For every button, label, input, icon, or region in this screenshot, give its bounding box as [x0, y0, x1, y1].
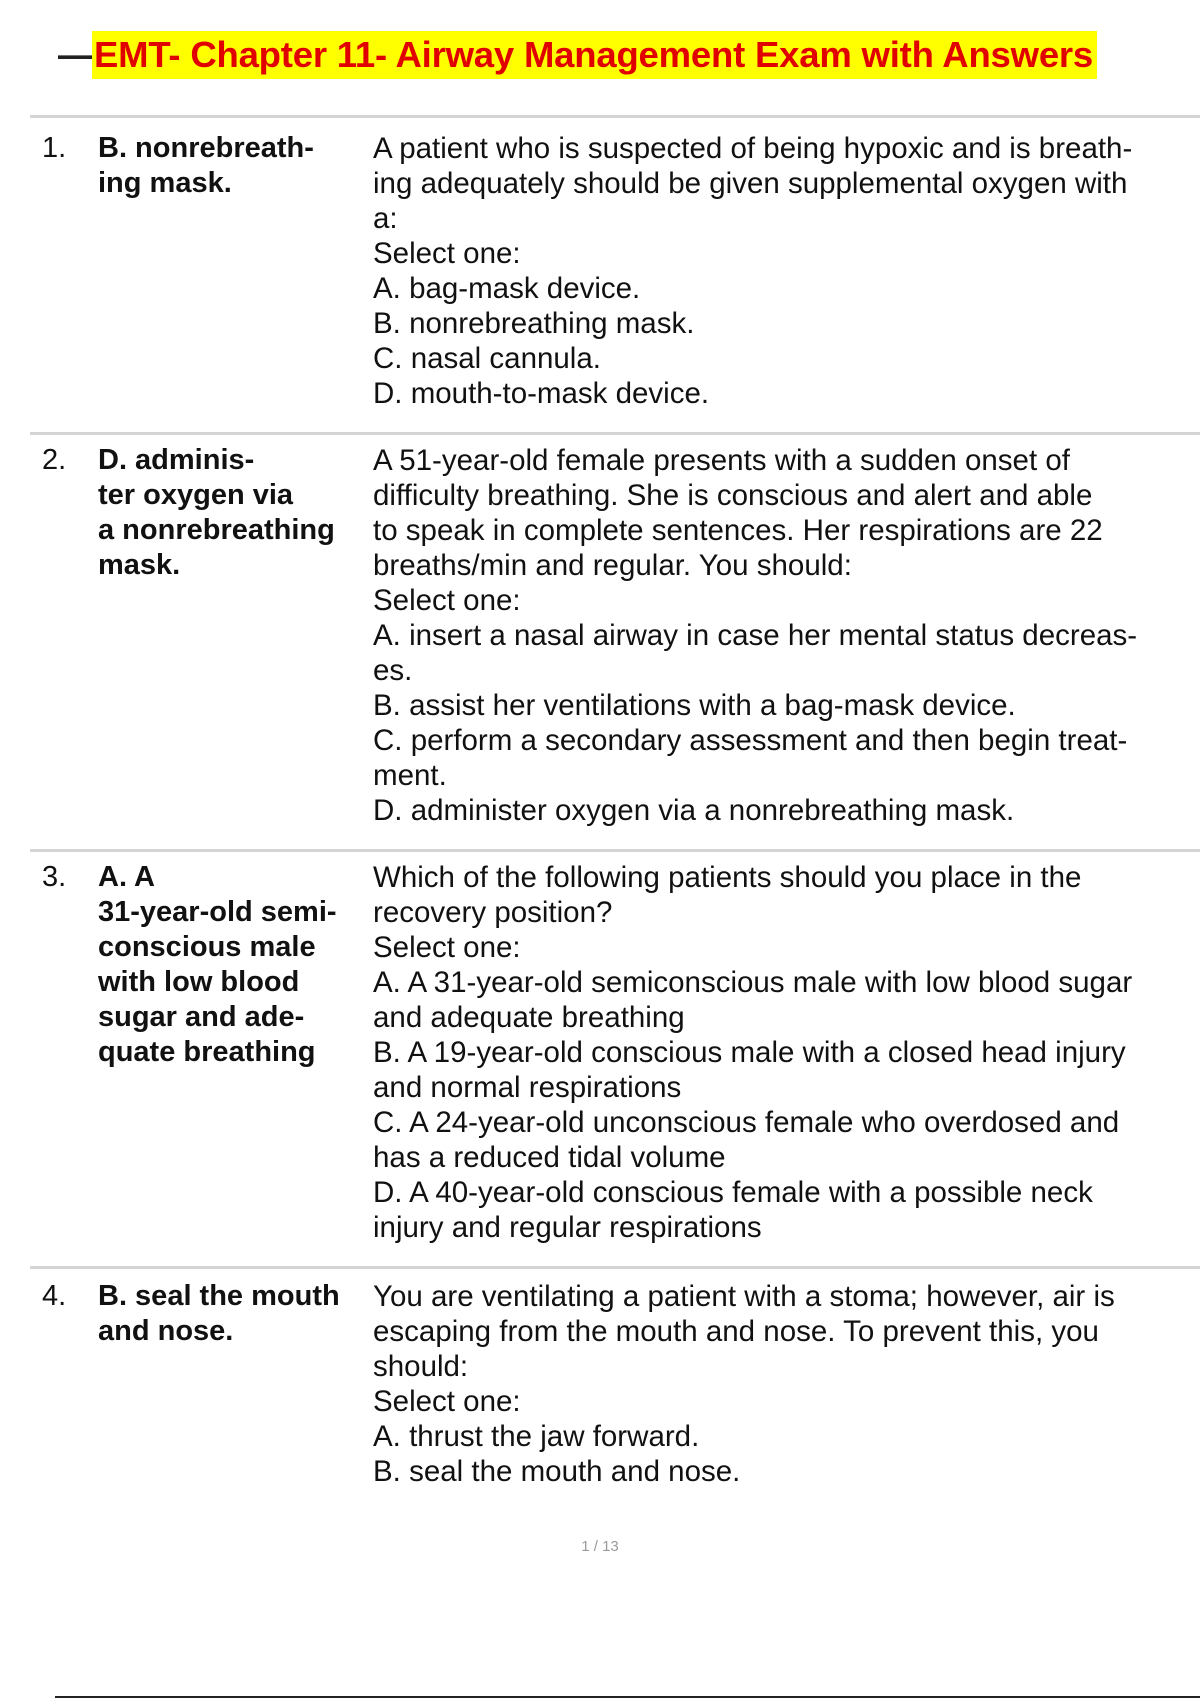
question-line: A. bag-mask device. [373, 272, 641, 305]
question-line: A. A 31-year-old semiconscious male with low blood sugar [373, 966, 1133, 999]
answer-text [98, 443, 368, 583]
question-line: B. A 19-year-old conscious male with a closed head injury [373, 1036, 1126, 1069]
question-line: Select one: [373, 584, 521, 617]
answer-line: with low blood [98, 966, 300, 998]
question-line: D. A 40-year-old conscious female with a possible neck [373, 1176, 1093, 1209]
document-title-row [58, 30, 1097, 80]
question-line: a: [373, 202, 398, 235]
question-number: 1. [42, 132, 67, 164]
answer-line: sugar and ade- [98, 1001, 305, 1033]
document-title: EMT- Chapter 11- Airway Management Exam with Answers [92, 31, 1097, 79]
question-line: B. nonrebreathing mask. [373, 307, 695, 340]
qa-list [30, 115, 1200, 1503]
question-line: A. insert a nasal airway in case her mental status decreas- [373, 619, 1138, 652]
question-line: Select one: [373, 1385, 521, 1418]
question-line: B. seal the mouth and nose. [373, 1455, 741, 1488]
question-line: to speak in complete sentences. Her respirations are 22 [373, 514, 1103, 547]
answer-line: conscious male [98, 931, 316, 963]
question-line: breaths/min and regular. You should: [373, 549, 852, 582]
question-line: A. thrust the jaw forward. [373, 1420, 700, 1453]
answer-line: a nonrebreathing [98, 514, 335, 546]
question-text [373, 131, 1200, 411]
question-line: ment. [373, 759, 447, 792]
question-line: escaping from the mouth and nose. To prevent this, you [373, 1315, 1099, 1348]
question-number: 4. [42, 1280, 67, 1312]
answer-line: and nose. [98, 1315, 234, 1347]
qa-item [30, 432, 1200, 849]
question-line: C. nasal cannula. [373, 342, 601, 375]
question-line: D. mouth-to-mask device. [373, 377, 710, 410]
question-line: B. assist her ventilations with a bag-mask device. [373, 689, 1016, 722]
question-line: Select one: [373, 931, 521, 964]
qa-item [30, 849, 1200, 1266]
answer-line: B. seal the mouth [98, 1280, 340, 1312]
question-line: es. [373, 654, 413, 687]
answer-line: ing mask. [98, 167, 232, 199]
question-number: 2. [42, 444, 67, 476]
question-text [373, 1279, 1200, 1489]
question-line: A 51-year-old female presents with a sudden onset of [373, 444, 1070, 477]
question-line: should: [373, 1350, 469, 1383]
question-line: You are ventilating a patient with a stoma; however, air is [373, 1280, 1115, 1313]
question-line: A patient who is suspected of being hypoxic and is breath- [373, 132, 1133, 165]
question-line: injury and regular respirations [373, 1211, 762, 1244]
question-line: has a reduced tidal volume [373, 1141, 726, 1174]
question-line: and adequate breathing [373, 1001, 685, 1034]
question-line: C. perform a secondary assessment and then begin treat- [373, 724, 1128, 757]
question-line: Which of the following patients should you place in the [373, 861, 1082, 894]
answer-line: mask. [98, 549, 181, 581]
question-line: ing adequately should be given supplemental oxygen with [373, 167, 1128, 200]
answer-line: ter oxygen via [98, 479, 294, 511]
question-line: and normal respirations [373, 1071, 682, 1104]
page-number: 1 / 13 [581, 1538, 619, 1555]
answer-text [98, 860, 368, 1070]
qa-item [30, 115, 1200, 432]
answer-text [98, 131, 368, 201]
question-text [373, 860, 1200, 1245]
question-number: 3. [42, 861, 67, 893]
answer-line: A. A [98, 861, 155, 893]
answer-line: D. adminis- [98, 444, 255, 476]
title-dash: — [58, 34, 92, 75]
qa-item [30, 1266, 1200, 1503]
question-text [373, 443, 1200, 828]
answer-line: 31-year-old semi- [98, 896, 337, 928]
answer-line: quate breathing [98, 1036, 316, 1068]
answer-line: B. nonrebreath- [98, 132, 314, 164]
question-line: difficulty breathing. She is conscious and alert and able [373, 479, 1093, 512]
bottom-rule [55, 1696, 1200, 1698]
question-line: Select one: [373, 237, 521, 270]
question-line: D. administer oxygen via a nonrebreathing mask. [373, 794, 1015, 827]
question-line: C. A 24-year-old unconscious female who overdosed and [373, 1106, 1120, 1139]
answer-text [98, 1279, 368, 1349]
question-line: recovery position? [373, 896, 613, 929]
